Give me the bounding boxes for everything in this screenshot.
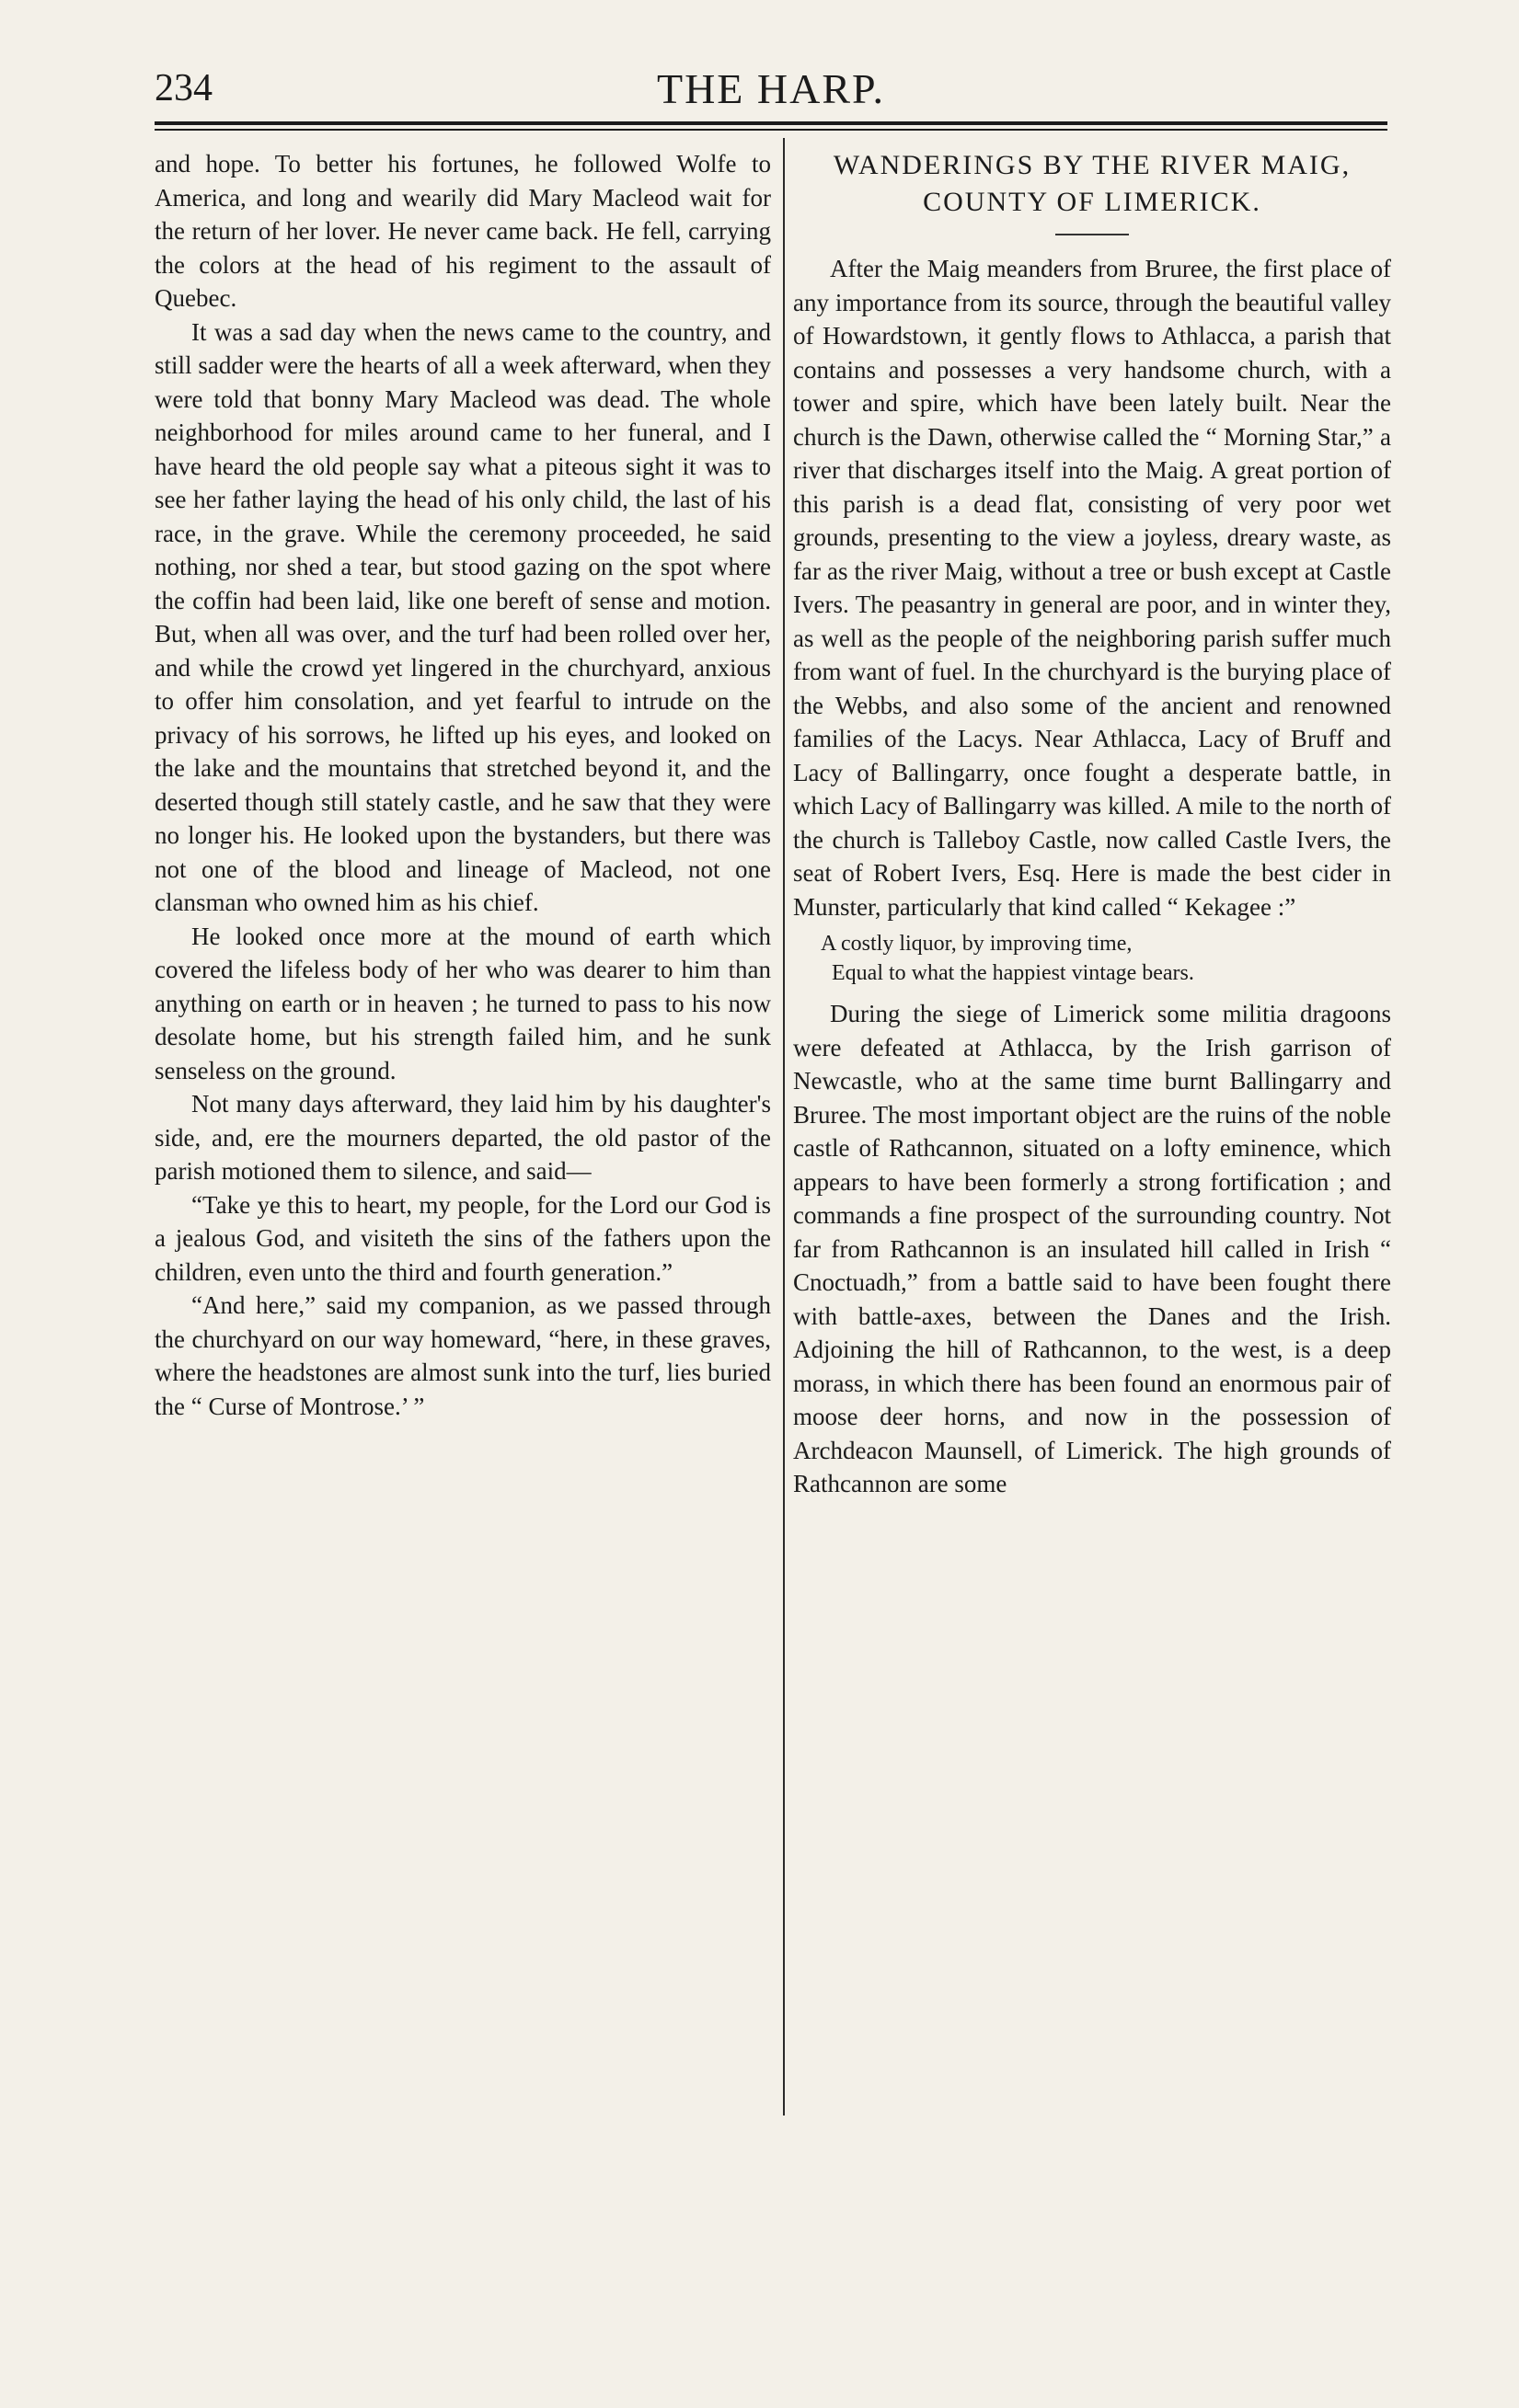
paragraph: During the siege of Limerick some militia dragoons were defeated at Athlacca, by the Irish garrison of Newcastle, who at the same time burnt Ballingarry and Bruree. The most important object are the ruins of the noble castle of Rathcannon, situated on a lofty eminence, which appears to have been formerly a strong fortification ; and commands a fine prospect of the surrounding country. Not far from Rathcannon is an insulated hill called in Irish “ Cnoctuadh,” from a battle said to have been fought there with battle-axes, between the Danes and the Irish. Adjoining the hill of Rathcannon, to the west, is a deep morass, in which there has been found an enormous pair of moose deer horns, and now in the possession of Archdeacon Maunsell, of Limerick. The high grounds of Rathcannon are some <box>793 1000 1391 1497</box>
page-header <box>155 64 1387 120</box>
quote-line: Equal to what the happiest vintage bears. <box>832 961 1194 985</box>
column-divider <box>783 138 785 2116</box>
paragraph: It was a sad day when the news came to the country, and still sadder were the hearts of all a week afterward, when they were told that bonny Mary Macleod was dead. The whole neighborhood for miles around came to her funeral, and I have heard the old people say what a piteous sight it was to see her father laying the head of his only child, the last of his race, in the grave. While the ceremony proceeded, he said nothing, nor shed a tear, but stood gazing on the spot where the coffin had been laid, like one bereft of sense and motion. But, when all was over, and the turf had been rolled over her, and while the crowd yet lingered in the churchyard, anxious to offer him consolation, and yet fearful to intrude on the privacy of his sorrows, he lifted up his eyes, and looked on the lake and the mountains that stretched beyond it, and the deserted though still stately castle, and he saw that they were no longer his. He looked upon the bystanders, but there was not one of the blood and lineage of Macleod, not one clansman who owned him as his chief. <box>155 317 771 916</box>
header-rule-thin <box>155 129 1387 131</box>
paragraph: “And here,” said my companion, as we passed through the churchyard on our way homeward, “here, in these graves, where the headstones are almost sunk into the turf, lies buried the “ Curse of Montrose.’ ” <box>155 1291 771 1420</box>
right-column <box>793 147 1391 1501</box>
page-number: 234 <box>155 67 213 109</box>
paragraph: He looked once more at the mound of earth which covered the lifeless body of her who was dearer to him than anything on earth or in heaven ; he turned to pass to his now desolate home, but his strength failed him, and he sunk senseless on the ground. <box>155 922 771 1084</box>
paragraph: Not many days afterward, they laid him by his daughter's side, and, ere the mourners departed, the old pastor of the parish motioned them to silence, and said— <box>155 1090 771 1185</box>
paragraph: and hope. To better his fortunes, he followed Wolfe to America, and long and wearily did Mary Macleod wait for the return of her lover. He never came back. He fell, carrying the colors at the head of his regiment to the assault of Quebec. <box>155 150 771 312</box>
title-rule <box>1055 234 1129 235</box>
running-title: THE HARP. <box>656 65 886 112</box>
verse-quote <box>821 929 1391 988</box>
article-title: WANDERINGS BY THE RIVER MAIG, COUNTY OF LIMERICK. <box>833 150 1352 217</box>
paragraph: After the Maig meanders from Bruree, the first place of any importance from its source, through the beautiful valley of Howardstown, it gently flows to Athlacca, a parish that contains and possesses a very handsome church, with a tower and spire, which have been lately built. Near the church is the Dawn, otherwise called the “ Morning Star,” a river that discharges itself into the Maig. A great portion of this parish is a dead flat, consisting of very poor wet grounds, presenting to the view a joyless, dreary waste, as far as the river Maig, without a tree or bush except at Castle Ivers. The peasantry in general are poor, and in winter they, as well as the people of the neighboring parish suffer much from want of fuel. In the churchyard is the burying place of the Webbs, and also some of the ancient and renowned families of the Lacys. Near Athlacca, Lacy of Bruff and Lacy of Ballingarry, once fought a desperate battle, in which Lacy of Ballingarry was killed. A mile to the north of the church is Talleboy Castle, now called Castle Ivers, the seat of Robert Ivers, Esq. Here is made the best cider in Munster, particularly that kind called “ Kekagee :” <box>793 255 1391 921</box>
left-column <box>155 147 771 1423</box>
header-rule <box>155 121 1387 125</box>
paragraph: “Take ye this to heart, my people, for the Lord our God is a jealous God, and visiteth the sins of the fathers upon the children, even unto the third and fourth generation.” <box>155 1190 771 1286</box>
quote-line: A costly liquor, by improving time, <box>821 932 1133 956</box>
